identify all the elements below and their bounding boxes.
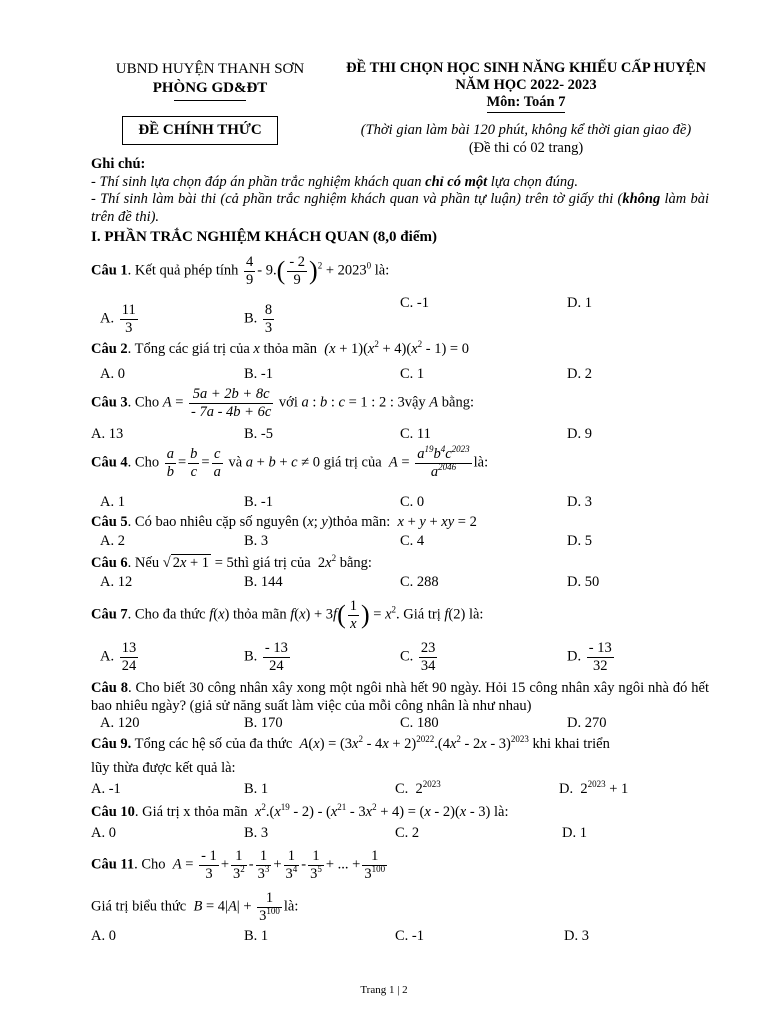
department-header <box>100 60 320 101</box>
question-label: Câu 8 <box>91 680 128 696</box>
q11-option-c: C. -1 <box>395 928 424 944</box>
math-fraction <box>419 640 438 674</box>
q8-option-b: B. 170 <box>244 715 283 731</box>
math-fraction: $\frac{a}{b}$ <box>166 446 174 480</box>
q11-option-b: B. 1 <box>244 928 269 944</box>
q10-option-d: D. 1 <box>562 825 587 841</box>
q1-option-c: C. -1 <box>400 295 429 311</box>
math-fraction: $\frac{- 1}{3}$ <box>201 848 217 882</box>
q2-option-d: D. 2 <box>567 366 592 382</box>
question-label: Câu 4 <box>91 454 128 471</box>
question-text-2: thỏa mãn <box>259 341 318 357</box>
question-text: . Kết quả phép tính <box>127 262 239 279</box>
q9-option-d: D. $2^{2023} + 1$ <box>559 779 629 797</box>
subject: Môn: Toán 7 <box>487 94 566 113</box>
q8-option-a: A. 120 <box>100 715 140 731</box>
math-fraction <box>263 302 274 336</box>
question-tail: là: <box>494 804 509 820</box>
exam-title: ĐỀ THI CHỌN HỌC SINH NĂNG KHIẾU CẤP HUYỆN <box>346 60 706 76</box>
q5-option-d: D. 5 <box>567 533 592 549</box>
question-text-3: vậy <box>404 394 426 411</box>
q7-option-a <box>100 640 140 674</box>
q4-option-b: B. -1 <box>244 494 273 510</box>
math-fraction: $\frac{1}{3^{100}}$ <box>364 848 386 882</box>
question-text-2: với <box>278 394 298 411</box>
q3-option-c: C. 11 <box>400 426 431 442</box>
q1-option-a <box>100 302 140 336</box>
question-text: . Cho <box>134 856 166 873</box>
question-tail: bằng: <box>339 555 372 571</box>
department-line-1: UBND HUYỆN THANH SƠN <box>115 61 305 77</box>
q11-option-d: D. 3 <box>564 928 589 944</box>
math-fraction: $\frac{5a + 2b + 8c}{- 7a - 4b + 6c}$ <box>191 386 272 420</box>
math-fraction: $\frac{1}{3^5}$ <box>310 848 322 882</box>
q9-option-a: A. -1 <box>91 781 121 797</box>
question-2: Câu 2. Tổng các giá trị của x thỏa mãn $(x + 1)(x^2 + 4)(x^2 - 1) = 0$ <box>91 339 469 357</box>
math-fraction: $\frac{4}{9}$ <box>246 254 254 288</box>
question-text: Tổng các hệ số của đa thức <box>131 736 293 752</box>
q5-option-c: C. 4 <box>400 533 425 549</box>
math-fraction: $\frac{a^{19}b^4c^{2023}}{a^{2046}}$ <box>417 444 470 480</box>
question-11: Câu 11. Cho A = $\frac{- 1}{3}$ + $\frac{1}{3^2}$ - $\frac{1}{3^3}$ + $\frac{1}{3^4}$ - $\frac{1}{3^5}$ + ... + $\frac{1}{3^{100}}$ <box>91 848 386 882</box>
question-label: Câu 1 <box>91 262 128 279</box>
department-line-2: PHÒNG GD&ĐT <box>152 80 268 96</box>
fraction-denominator: 32 <box>592 657 608 674</box>
q3-option-b: B. -5 <box>244 426 273 442</box>
question-text: . Cho biết 30 công nhân xây xong một ngôi nhà hết 90 ngày. Hỏi 15 công nhân xây ngôi nhà đó hết bao nhiêu ngày? (giả sử năng suất làm việc của mỗi công nhân là như nhau) <box>91 680 709 714</box>
question-text-2: Giá trị biểu thức <box>91 898 187 915</box>
section-title: I. PHẦN TRẮC NGHIỆM KHÁCH QUAN (8,0 điểm) <box>91 229 437 245</box>
fraction-denominator: 24 <box>269 657 284 674</box>
note-2 <box>91 191 709 226</box>
question-label: Câu 11 <box>91 856 135 873</box>
fraction-denominator: 24 <box>121 657 137 674</box>
math-fraction <box>587 640 614 674</box>
option-label: A. <box>100 648 115 665</box>
fraction-denominator: 34 <box>420 657 436 674</box>
question-label: Câu 9. <box>91 736 132 752</box>
math-fraction: $\frac{- 2}{9}$ <box>289 254 306 288</box>
note-2-text: - Thí sinh làm bài thi (cả phần trắc nghiệm khách quan và phần tự luận) trên tờ giấy thi ( <box>91 191 623 207</box>
fraction-numerator: 11 <box>121 302 136 318</box>
question-8 <box>91 680 709 715</box>
math-fraction: $\frac{c}{a}$ <box>213 446 221 480</box>
question-text-2: thỏa mãn: <box>332 514 391 530</box>
question-label: Câu 6 <box>91 555 128 571</box>
q4-option-c: C. 0 <box>400 494 425 510</box>
question-6: Câu 6. Nếu √ 2x + 1 = 5thì giá trị của $2x^2$ bằng: <box>91 553 372 571</box>
q10-option-c: C. 2 <box>395 825 420 841</box>
fraction-numerator: 8 <box>264 302 273 318</box>
q6-option-a: A. 12 <box>100 574 133 590</box>
q10-option-b: B. 3 <box>244 825 269 841</box>
q2-option-c: C. 1 <box>400 366 425 382</box>
option-label: C. <box>395 781 409 797</box>
question-label: Câu 7 <box>91 606 128 623</box>
question-label: Câu 2 <box>91 341 128 357</box>
school-year: NĂM HỌC 2022- 2023 <box>455 77 597 93</box>
note-2-bold: không <box>622 191 661 207</box>
question-text: . Nếu <box>127 555 160 571</box>
question-text-2: thỏa mãn <box>233 606 287 623</box>
q4-option-a: A. 1 <box>100 494 125 510</box>
notes <box>91 156 709 226</box>
option-label: B. <box>244 648 258 665</box>
notes-title: Ghi chú: <box>91 156 146 172</box>
math-fraction: $\frac{1}{3^{100}}$ <box>259 890 280 924</box>
question-text-3: . Giá trị <box>396 606 441 623</box>
q4-option-d: D. 3 <box>567 494 592 510</box>
question-9: Câu 9. Tổng các hệ số của đa thức $A(x) = (3x^2 - 4x + 2)^{2022}.(4x^2 - 2x - 3)^{2023}$ khi khai triển <box>91 734 610 752</box>
math-fraction: $\frac{1}{x}$ <box>349 598 357 632</box>
q7-option-d <box>567 640 616 674</box>
question-text: . Cho đa thức <box>127 606 206 623</box>
fraction-denominator: 3 <box>264 319 273 336</box>
question-tail: là: <box>374 262 390 279</box>
note-1-text: - Thí sinh lựa chọn đáp án phần trắc nghiệm khách quan <box>91 173 426 190</box>
question-10: Câu 10. Giá trị x thỏa mãn $x^2.(x^{19} - 2) - (x^{21} - 3x^2 + 4) = (x - 2)(x - 3)$ là: <box>91 802 509 820</box>
question-label: Câu 3 <box>91 394 128 411</box>
question-text-3: giá trị của <box>323 454 382 471</box>
question-tail: bằng: <box>441 394 474 411</box>
question-3: Câu 3. Cho A = $\frac{5a + 2b + 8c}{- 7a - 4b + 6c}$ với a : b : c = 1 : 2 : 3vậy A bằng: <box>91 386 474 420</box>
math-fraction: $\frac{1}{3^3}$ <box>257 848 270 882</box>
option-label: B. <box>244 310 258 327</box>
q6-option-b: B. 144 <box>244 574 283 590</box>
question-11-continued: Giá trị biểu thức B = 4|A| + $\frac{1}{3^{100}}$ là: <box>91 890 299 924</box>
exam-header <box>328 60 724 113</box>
math-fraction <box>263 640 290 674</box>
question-1: Câu 1. Kết quả phép tính $\frac{4}{9}$ - 9.( $\frac{- 2}{9}$ )$^2 + 2023^0$ là: <box>91 254 390 288</box>
question-text: . Tổng các giá trị của <box>127 341 254 357</box>
q3-option-d: D. 9 <box>567 426 592 442</box>
note-1 <box>91 174 709 192</box>
q1-option-b <box>244 302 276 336</box>
fraction-numerator: - 13 <box>264 640 288 656</box>
page-footer: Trang 1 | 2 <box>360 984 408 996</box>
q8-option-c: C. 180 <box>400 715 439 731</box>
question-9-continued: lũy thừa được kết quả là: <box>91 760 236 776</box>
option-label: C. <box>400 648 414 665</box>
q6-option-c: C. 288 <box>400 574 439 590</box>
option-label: D. <box>559 781 574 797</box>
q3-option-a: A. 13 <box>91 426 124 442</box>
note-1-tail: lựa chọn đúng. <box>487 173 579 190</box>
q9-option-b: B. 1 <box>244 781 269 797</box>
question-4: Câu 4. Cho $\frac{a}{b}$ = $\frac{b}{c}$ = $\frac{c}{a}$ và a + b + c ≠ 0 giá trị của A = $\frac{a^{19}b^4c^{2023}}{a^{2046}}$ là: <box>91 444 489 480</box>
q6-option-d: D. 50 <box>567 574 600 590</box>
question-variable: x <box>253 341 260 357</box>
question-text: . Cho <box>127 394 160 411</box>
option-label: A. <box>100 310 115 327</box>
question-text: . Giá trị x thỏa mãn <box>134 804 248 820</box>
fraction-numerator: 23 <box>420 640 436 656</box>
math-fraction: $\frac{b}{c}$ <box>190 446 198 480</box>
question-5: Câu 5. Có bao nhiêu cặp số nguyên (x; y)thỏa mãn: x + y + xy = 2 <box>91 514 477 530</box>
q2-option-b: B. -1 <box>244 366 273 382</box>
q5-option-b: B. 3 <box>244 533 269 549</box>
time-info <box>326 121 726 157</box>
official-label: ĐỀ CHÍNH THỨC <box>122 116 278 145</box>
math-fraction <box>120 302 138 336</box>
q7-option-b <box>244 640 292 674</box>
question-text-2: thì giá trị của <box>233 555 311 571</box>
q8-option-d: D. 270 <box>567 715 607 731</box>
option-label: D. <box>567 648 582 665</box>
q5-option-a: A. 2 <box>100 533 125 549</box>
question-7: Câu 7. Cho đa thức f(x) thỏa mãn f(x) + 3f( $\frac{1}{x}$ ) = $x^2$. Giá trị f(2) là: <box>91 598 484 632</box>
fraction-numerator: - 13 <box>588 640 612 656</box>
question-label: Câu 5 <box>91 514 128 530</box>
question-tail: là: <box>283 898 299 915</box>
header-divider <box>174 100 246 101</box>
q7-option-c <box>400 640 439 674</box>
fraction-numerator: 13 <box>121 640 137 656</box>
question-text: . Có bao nhiêu cặp số nguyên <box>127 514 299 530</box>
math-fraction: $\frac{1}{3^2}$ <box>233 848 245 882</box>
note-2-tail: làm bài trên đề thi). <box>91 191 710 225</box>
question-tail: là: <box>473 454 489 471</box>
math-fraction: $\frac{1}{3^4}$ <box>285 848 298 882</box>
math-fraction <box>120 640 139 674</box>
question-text: . Cho <box>127 454 160 471</box>
time-note: (Thời gian làm bài 120 phút, không kể thời gian giao đề) <box>360 122 692 138</box>
q2-option-a: A. 0 <box>100 366 125 382</box>
question-text-2: khi khai triển <box>532 736 610 752</box>
fraction-denominator: 3 <box>125 319 133 336</box>
q9-option-c: C. $2^{2023}$ <box>395 779 441 797</box>
pages-note: (Đề thi có 02 trang) <box>468 140 584 156</box>
question-text-2: và <box>228 454 243 471</box>
q1-option-d: D. 1 <box>567 295 592 311</box>
q11-option-a: A. 0 <box>91 928 116 944</box>
question-label: Câu 10 <box>91 804 135 820</box>
note-1-bold: chỉ có một <box>425 173 488 190</box>
question-tail: là: <box>468 606 484 623</box>
q10-option-a: A. 0 <box>91 825 116 841</box>
